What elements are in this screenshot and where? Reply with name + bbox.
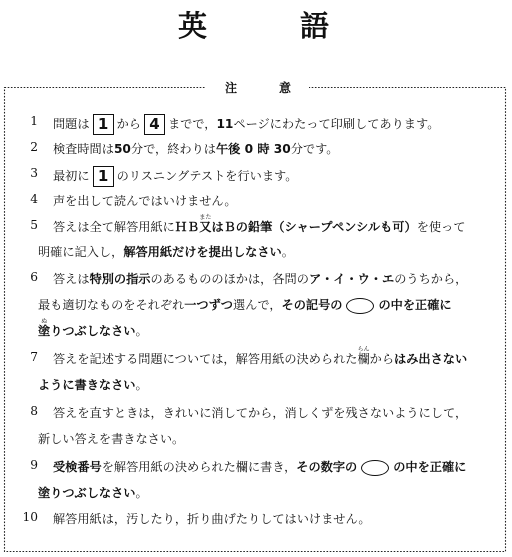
item-number: 3 [30,166,38,180]
bold-text: その記号の [281,298,343,312]
item-number: 2 [30,140,38,154]
item-text-line-2 [38,296,452,314]
text: 分で，終わりは [130,142,216,156]
bold-text: 午後 0 時 30 [215,142,291,156]
item-text: 声を出して読んではいけません。 [53,194,237,208]
item-text: 解答用紙は，汚したり，折り曲げたりしてはいけません。 [53,512,371,526]
bold-text: ア・イ・ウ・エ [308,272,395,286]
text: 最初に [53,169,90,183]
ruby-text: らん [357,346,370,353]
item-text-line-2 [38,484,148,502]
title-char-2: 語 [300,9,330,43]
item-text-line-2 [38,243,294,261]
bold-text: 11 [216,117,234,131]
text: を使って [416,220,466,234]
text: 選んで， [233,298,282,312]
notice-heading [205,78,309,96]
text: から [116,117,141,131]
text: 答えを記述する問題については，解答用紙の決められた [53,352,358,366]
item-text-line-1 [53,458,466,476]
item-number: 5 [30,218,38,232]
text: 答えは [53,272,90,286]
item-text-line-1 [53,346,468,368]
bold-text: 塗りつぶしなさい [38,486,136,500]
item-text-line-3 [38,318,148,340]
ruby-word [357,346,370,368]
item-number: 8 [30,404,38,418]
ruby-word [199,214,212,236]
page-box: 1 [93,114,114,135]
item-number: 7 [30,350,38,364]
ruby-base: 塗 [38,324,51,338]
title-char-1: 英 [178,9,208,43]
ruby-base: 又 [199,220,212,234]
bold-text: ように書きなさい [38,378,136,392]
ruby-base: 欄 [357,352,370,366]
text: 分です。 [290,142,339,156]
text: のあるもののほかは，各問の [150,272,309,286]
bold-text: 50 [113,142,131,156]
item-text [53,140,339,158]
item-text [53,114,439,135]
item-number: 6 [30,270,38,284]
bold-text: 特別の指示 [89,272,151,286]
item-text [53,166,297,187]
item-text-line-1 [53,270,467,288]
page-box: 4 [144,114,165,135]
item-number: 1 [30,114,38,128]
ruby-text: また [199,214,212,221]
text: 。 [281,245,294,259]
item-text-line-2: 新しい答えを書きなさい。 [38,432,185,446]
text: 。 [135,486,148,500]
bold-text: 一つずつ [184,298,233,312]
text: ページにわたって印刷してあります。 [233,117,440,131]
text: 問題は [53,117,90,131]
page-box: 1 [93,166,114,187]
ruby-word [38,318,51,340]
bold-text: その数字の [296,460,358,474]
text: 答えは全て解答用紙に [53,220,175,234]
ruby-text: ぬ [41,318,48,325]
bold-text: の中を正確に [393,460,467,474]
item-number: 9 [30,458,38,472]
bold-text: ＨＢ [174,220,200,234]
text: を解答用紙の決められた欄に書き， [101,460,297,474]
text: から [369,352,395,366]
notice-char-2: 意 [279,81,292,95]
answer-oval-icon [361,460,389,476]
bold-text: の中を正確に [378,298,452,312]
notice-char-1: 注 [225,81,238,95]
text: 検査時間は [53,142,114,156]
item-text-line-2 [38,376,148,394]
answer-oval-icon [346,298,374,314]
text: 最も適切なものをそれぞれ [38,298,185,312]
bold-text: 受検番号 [53,460,102,474]
page-title [0,4,512,44]
text: 。 [135,378,148,392]
text: 。 [135,324,148,338]
bold-text: はみ出さない [394,352,468,366]
bold-text: はＢの鉛筆（シャープペンシルも可） [211,220,417,234]
text: のうちから， [394,272,468,286]
item-text-line-1 [53,214,466,236]
item-text-line-1: 答えを直すときは，きれいに消してから，消しくずを残さないようにして， [53,406,468,420]
item-number: 10 [22,510,38,524]
bold-text: りつぶしなさい [50,324,136,338]
text: までで， [167,117,217,131]
text: のリスニングテストを行います。 [116,169,298,183]
bold-text: 解答用紙だけを提出しなさい [123,245,282,259]
item-number: 4 [30,192,38,206]
text: 明確に記入し， [38,245,124,259]
